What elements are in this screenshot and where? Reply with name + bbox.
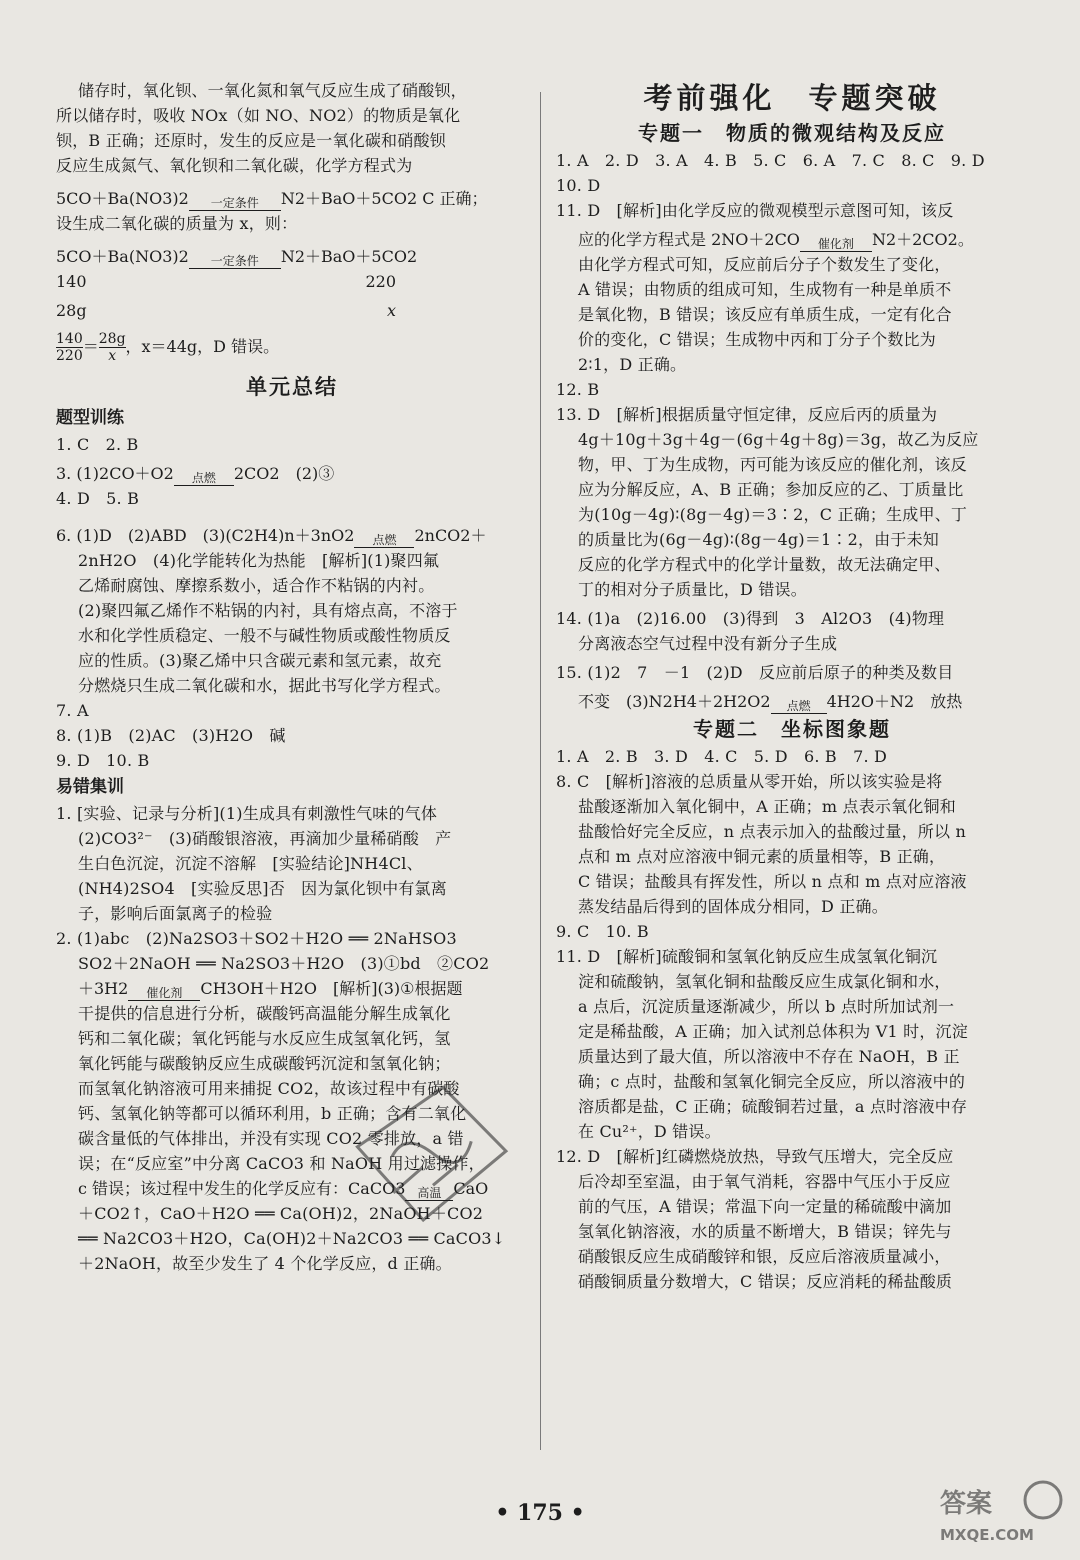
text-line: 蒸发结晶后得到的固体成分相同，D 正确。 [578,897,888,916]
text-line: 钙、氢氧化钠等都可以循环利用，b 正确；含有二氧化 [78,1104,467,1123]
text-line: (2)聚四氟乙烯作不粘锅的内衬，具有熔点高，不溶于 [78,601,458,620]
text-line: 12. D [解析]红磷燃烧放热，导致气压增大，完全反应 [556,1147,954,1166]
text-line: SO2＋2NaOH ══ Na2SO3＋H2O (3)①bd ②CO2 [78,954,490,973]
text-line: 是氧化物，B 错误；该反应有单质生成，一定有化合 [578,305,952,324]
text-line: 钙和二氧化碳；氧化钙能与水反应生成氢氧化钙，氢 [78,1029,451,1048]
ratio-calculation: $\frac{140}{220}$ ＝ $\frac{28g}{x}$ ，x＝44g，D 错误。 [56,331,280,364]
text-line: 钡，B 正确；还原时，发生的反应是一氧化碳和硝酸钡 [56,131,446,150]
text-line: (2)CO3²⁻ (3)硝酸银溶液，再滴加少量稀硝酸 产 [78,829,452,848]
text-line: 价的变化，C 错误；生成物中丙和丁分子个数比为 [578,330,936,349]
text-line: 为(10g－4g)∶(8g－4g)＝3∶2，C 正确；生成甲、丁 [578,505,968,524]
equation-left: 5CO＋Ba(NO3)2 [56,189,189,208]
text-line: (NH4)2SO4 [实验反思]否 因为氯化钡中有氯离 [78,879,447,898]
svg-text:答案: 答案 [940,1489,993,1519]
right-column [556,78,1028,1294]
reaction-condition: 催化剂 [128,986,200,1001]
text-line: 1. [实验、记录与分析](1)生成具有刺激性气味的气体 [56,804,438,823]
reaction-condition: 催化剂 [800,237,872,252]
text-line: 定是稀盐酸，A 正确；加入试剂总体积为 V1 时，沉淀 [578,1022,968,1041]
page-number: • 175 • [495,1500,585,1526]
fraction: $\frac{140}{220}$ [56,331,83,364]
column-divider [540,92,541,1450]
text-line: 的质量比为(6g－4g)∶(8g－4g)＝1∶2，由于未知 [578,530,939,549]
equation-line [56,186,528,211]
page-title: 考前强化 专题突破 [643,81,941,115]
equation-left: 5CO＋Ba(NO3)2 [56,247,189,266]
text-line: 由化学方程式可知，反应前后分子个数发生了变化， [578,255,951,274]
text-line: 碳含量低的气体排出，并没有实现 CO2 零排放，a 错 [78,1129,464,1148]
text-line: 氧化钙能与碳酸钠反应生成碳酸钙沉淀和氢氧化钠； [78,1054,451,1073]
equation-line: 不变 (3)N2H4＋2H2O2 点燃 4H2O＋N2 放热 [578,692,963,713]
answer-line: 15. (1)2 7 －1 (2)D 反应前后原子的种类及数目 [556,663,954,682]
text-line: 分离液态空气过程中没有新分子生成 [578,634,838,653]
text-line: 设生成二氧化碳的质量为 x，则： [56,214,298,233]
text-line: 点和 m 点对应溶液中铜元素的质量相等，B 正确， [578,847,946,866]
topic-title: 专题一 物质的微观结构及反应 [638,121,946,145]
reaction-condition: 一定条件 [189,196,281,211]
text-line: 所以储存时，吸收 NOx（如 NO、NO2）的物质是氧化 [56,106,461,125]
text-line: 储存时，氧化钡、一氧化氮和氧气反应生成了硝酸钡， [78,81,467,100]
text-line: 2∶1，D 正确。 [578,355,687,374]
text-line: 盐酸逐渐加入氧化铜中，A 正确；m 点表示氧化铜和 [578,797,956,816]
answer-line: 10. D [556,176,601,195]
text-line: 应的性质。(3)聚乙烯中只含碳元素和氢元素，故充 [78,651,442,670]
text-line: 应为分解反应，A、B 正确；参加反应的乙、丁质量比 [578,480,964,499]
text-line: 11. D [解析]硫酸铜和氢氧化钠反应生成氢氧化铜沉 [556,947,938,966]
answer-line: 4. D 5. B [56,489,140,508]
text-line: 反应生成氮气、氧化钡和二氧化碳，化学方程式为 [56,156,413,175]
reaction-condition: 点燃 [354,533,414,548]
text-line: 11. D [解析]由化学反应的微观模型示意图可知，该反 [556,201,954,220]
text-line: 前的气压，A 错误；常温下向一定量的稀硫酸中滴加 [578,1197,952,1216]
text-line: 物，甲、丁为生成物，丙可能为该反应的催化剂，该反 [578,455,967,474]
text-line: A 错误；由物质的组成可知，生成物有一种是单质不 [578,280,952,299]
answer-line: 9. C 10. B [556,922,649,941]
text-line: 而氢氧化钠溶液可用来捕捉 CO2，故该过程中有碳酸 [78,1079,460,1098]
topic-title: 专题二 坐标图象题 [693,717,891,741]
text-line: 后冷却至室温，由于氧气消耗，容器中气压小于反应 [578,1172,951,1191]
text-line: 反应的化学方程式中的化学计量数，故无法确定甲、 [578,555,951,574]
text-line: 淀和硫酸钠，氢氧化铜和盐酸反应生成氯化铜和水， [578,972,951,991]
text-line: 2. (1)abc (2)Na2SO3＋SO2＋H2O ══ 2NaHSO3 [56,929,457,948]
answer-line: 9. D 10. B [56,751,150,770]
fraction: $\frac{28g}{x}$ [98,331,126,364]
equation-line: ＋3H2 催化剂 CH3OH＋H2O [解析](3)①根据题 [78,979,463,1000]
text-line: 乙烯耐腐蚀、摩擦系数小，适合作不粘锅的内衬。 [78,576,435,595]
svg-text:MXQE.COM: MXQE.COM [940,1526,1034,1544]
text-line: 溶质都是盐，C 正确；硫酸铜若过量，a 点时溶液中存 [578,1097,968,1116]
text-line: 丁的相对分子质量比，D 错误。 [578,580,807,599]
answer-line: 12. B [556,380,600,399]
text-line: a 点后，沉淀质量逐渐减少，所以 b 点时所加试剂一 [578,997,955,1016]
reaction-condition: 一定条件 [189,254,281,269]
text-line: 氢氧化钠溶液，水的质量不断增大，B 错误；锌先与 [578,1222,952,1241]
text-line: 硝酸铜质量分数增大，C 错误；反应消耗的稀盐酸质 [578,1272,953,1291]
section-title: 单元总结 [246,375,338,399]
subsection-title: 易错集训 [56,777,124,797]
mass-value: 140 [56,272,87,291]
answer-line: 14. (1)a (2)16.00 (3)得到 3 Al2O3 (4)物理 [556,609,945,628]
reaction-condition: 点燃 [771,699,827,714]
text-line: 2nH2O (4)化学能转化为热能 [解析](1)聚四氟 [78,551,440,570]
mass-value: x [386,301,396,320]
mass-value: 28g [56,301,87,320]
reaction-condition: 点燃 [174,471,234,486]
text-line: 干提供的信息进行分析，碳酸钙高温能分解生成氧化 [78,1004,451,1023]
answer-line: 7. A [56,701,89,720]
mass-value: 220 [365,272,396,291]
mass-row [56,269,396,294]
equation-line: 应的化学方程式是 2NO＋2CO 催化剂 N2＋2CO2。 [578,230,974,251]
text-line: 误；在“反应室”中分离 CaCO3 和 NaOH 用过滤操作， [78,1154,485,1173]
answer-line: 1. C 2. B [56,435,139,454]
answer-line: 1. A 2. D 3. A 4. B 5. C 6. A 7. C 8. C 9. D [556,151,985,170]
equation-line [56,244,528,269]
mass-row [56,298,396,323]
text-line: ＋2NaOH，故至少发生了 4 个化学反应，d 正确。 [78,1254,452,1273]
subsection-title: 题型训练 [56,408,124,428]
watermark-logo [938,1478,1068,1548]
text-line: 盐酸恰好完全反应，n 点表示加入的盐酸过量，所以 n [578,822,966,841]
equation-line: c 错误；该过程中发生的化学反应有：CaCO3 高温 CaO [78,1179,489,1200]
text-line: 水和化学性质稳定、一般不与碱性物质或酸性物质反 [78,626,451,645]
text-line: 分燃烧只生成二氧化碳和水，据此书写化学方程式。 [78,676,451,695]
answer-line: 1. A 2. B 3. D 4. C 5. D 6. B 7. D [556,747,888,766]
text-line: 硝酸银反应生成硝酸锌和银，反应后溶液质量减小， [578,1247,951,1266]
answer-line: 8. (1)B (2)AC (3)H2O 碱 [56,726,286,745]
text-line: ══ Na2CO3＋H2O，Ca(OH)2＋Na2CO3 ══ CaCO3↓ [78,1229,506,1248]
text-line: 确；c 点时，盐酸和氢氧化铜完全反应，所以溶液中的 [578,1072,966,1091]
reaction-condition: 高温 [405,1186,453,1201]
text-line: ＋CO2↑，CaO＋H2O ══ Ca(OH)2，2NaOH＋CO2 [78,1204,484,1223]
text-line: 质量达到了最大值，所以溶液中不存在 NaOH，B 正 [578,1047,960,1066]
text-line: 4g＋10g＋3g＋4g－(6g＋4g＋8g)＝3g，故乙为反应 [578,430,979,449]
text-line: 在 Cu²⁺，D 错误。 [578,1122,721,1141]
text-line: 13. D [解析]根据质量守恒定律，反应后丙的质量为 [556,405,938,424]
text-line: 子，影响后面氯离子的检验 [78,904,273,923]
equation-right: N2＋BaO＋5CO2 C 正确； [280,189,488,208]
answer-line: 6. (1)D (2)ABD (3)(C2H4)n＋3nO2 点燃 2nCO2＋ [56,526,487,547]
equation-right: N2＋BaO＋5CO2 [280,247,418,266]
text-line: C 错误；盐酸具有挥发性，所以 n 点和 m 点对应溶液 [578,872,967,891]
text-line: 生白色沉淀，沉淀不溶解 [实验结论]NH4Cl、 [78,854,423,873]
answer-line: 3. (1)2CO＋O2 点燃 2CO2 (2)③ [56,464,335,485]
text-line: 8. C [解析]溶液的总质量从零开始，所以该实验是将 [556,772,943,791]
